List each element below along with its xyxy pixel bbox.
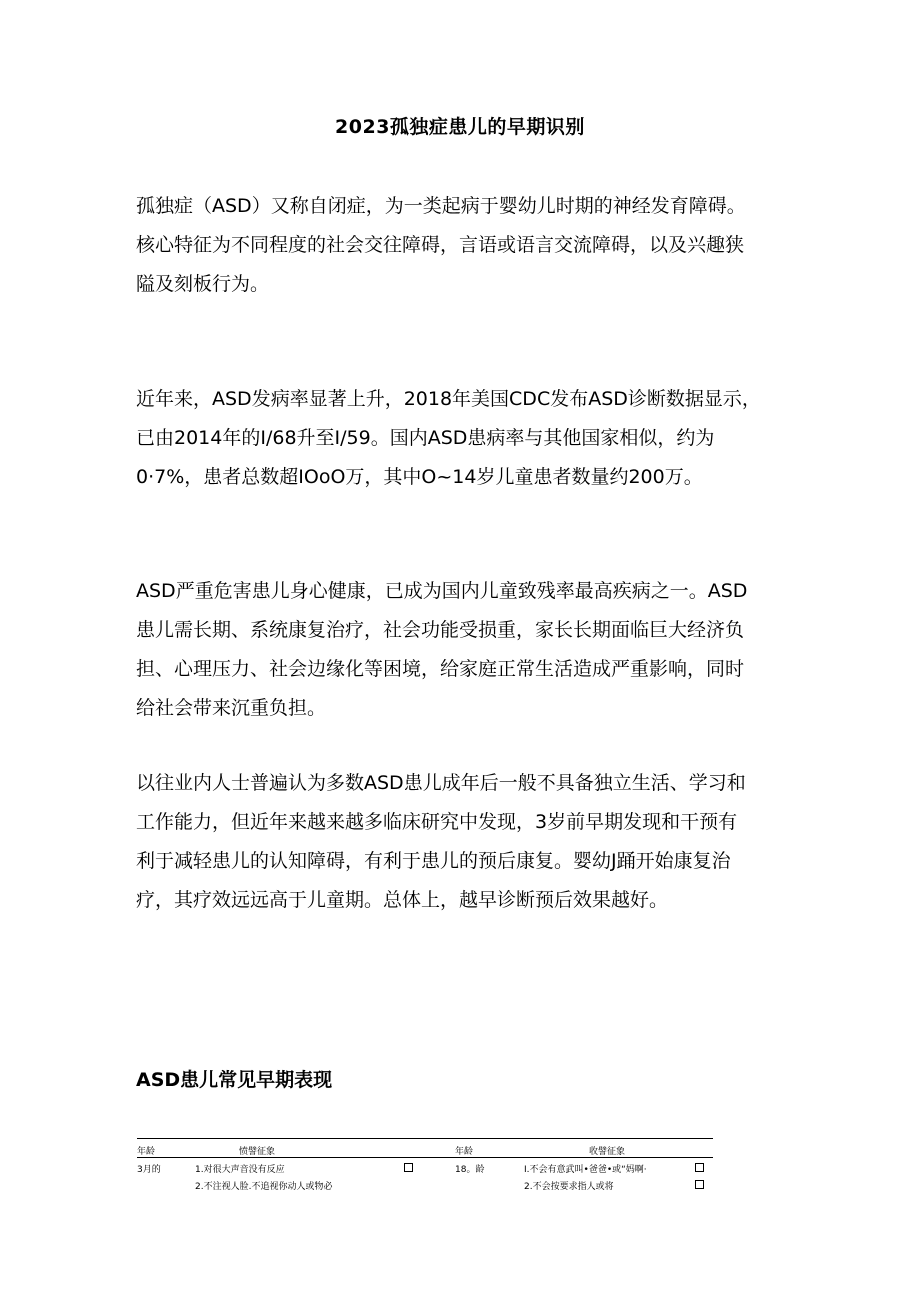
table-header-rule xyxy=(137,1157,713,1158)
paragraph-line: 担、心理压力、社会边缘化等困境，给家庭正常生活造成严重影响，同时 xyxy=(136,658,745,680)
paragraph-line: ASD严重危害患儿身心健康，已成为国内儿童致残率最高疾病之一。ASD xyxy=(136,580,748,602)
checkbox-icon xyxy=(695,1180,704,1189)
paragraph-line: 患儿需长期、系统康复治疗，社会功能受损重，家长长期面临巨大经济负 xyxy=(136,619,745,641)
header-signs-right: 收譬征象 xyxy=(589,1147,626,1157)
row-age-left: 3月的 xyxy=(137,1165,161,1175)
row-sign-left: 1.对很大声音没有反应 xyxy=(195,1165,285,1175)
paragraph-harm xyxy=(136,572,786,728)
paragraph-line: 疗，其疗效远远高于儿童期。总体上，越早诊断预后效果越好。 xyxy=(136,889,669,911)
header-signs-left: 愤譬征象 xyxy=(239,1147,276,1157)
paragraph-prevalence xyxy=(136,380,786,497)
row-sign-right: 2.不会按要求指人或将 xyxy=(524,1182,614,1192)
row-sign-right: I.不会有意武叫•爸爸•或“妈啊· xyxy=(524,1165,647,1175)
paragraph-line: 孤独症（ASD）又称自闭症，为一类起病于婴幼儿时期的神经发育障碍。 xyxy=(136,195,746,217)
paragraph-early-intervention xyxy=(136,764,786,920)
paragraph-line: 隘及刻板行为。 xyxy=(136,273,270,295)
paragraph-line: 利于减轻患儿的认知障碍，有利于患儿的预后康复。婴幼J踊开始康复治 xyxy=(136,850,731,872)
row-sign-left: 2.不注视人脸.不追视你动人或物必 xyxy=(195,1182,333,1192)
table-top-rule xyxy=(137,1138,713,1139)
header-age-right: 年龄 xyxy=(455,1147,474,1157)
header-age-left: 年龄 xyxy=(137,1147,156,1157)
paragraph-line: 给社会带来沉重负担。 xyxy=(136,697,327,719)
paragraph-line: 工作能力，但近年来越来越多临床研究中发现，3岁前早期发现和干预有 xyxy=(136,811,738,833)
checkbox-icon xyxy=(404,1163,413,1172)
paragraph-definition xyxy=(136,187,786,304)
paragraph-line: 近年来，ASD发病率显著上升，2018年美国CDC发布ASD诊断数据显示， xyxy=(136,388,761,410)
paragraph-line: 核心特征为不同程度的社会交往障碍，言语或语言交流障碍，以及兴趣狭 xyxy=(136,234,745,256)
paragraph-line: 0·7%，患者总数超IOoO万，其中O~14岁儿童患者数量约200万。 xyxy=(136,466,703,488)
section-heading: ASD患儿常见早期表现 xyxy=(136,1069,333,1091)
paragraph-line: 以往业内人士普遍认为多数ASD患儿成年后一般不具备独立生活、学习和 xyxy=(136,772,746,794)
document-title: 2023孤独症患儿的早期识别 xyxy=(335,116,585,138)
checkbox-icon xyxy=(695,1163,704,1172)
paragraph-line: 已由2014年的I/68升至I/59。国内ASD患病率与其他国家相似，约为 xyxy=(136,427,715,449)
row-age-right: 18。龄 xyxy=(455,1165,485,1175)
